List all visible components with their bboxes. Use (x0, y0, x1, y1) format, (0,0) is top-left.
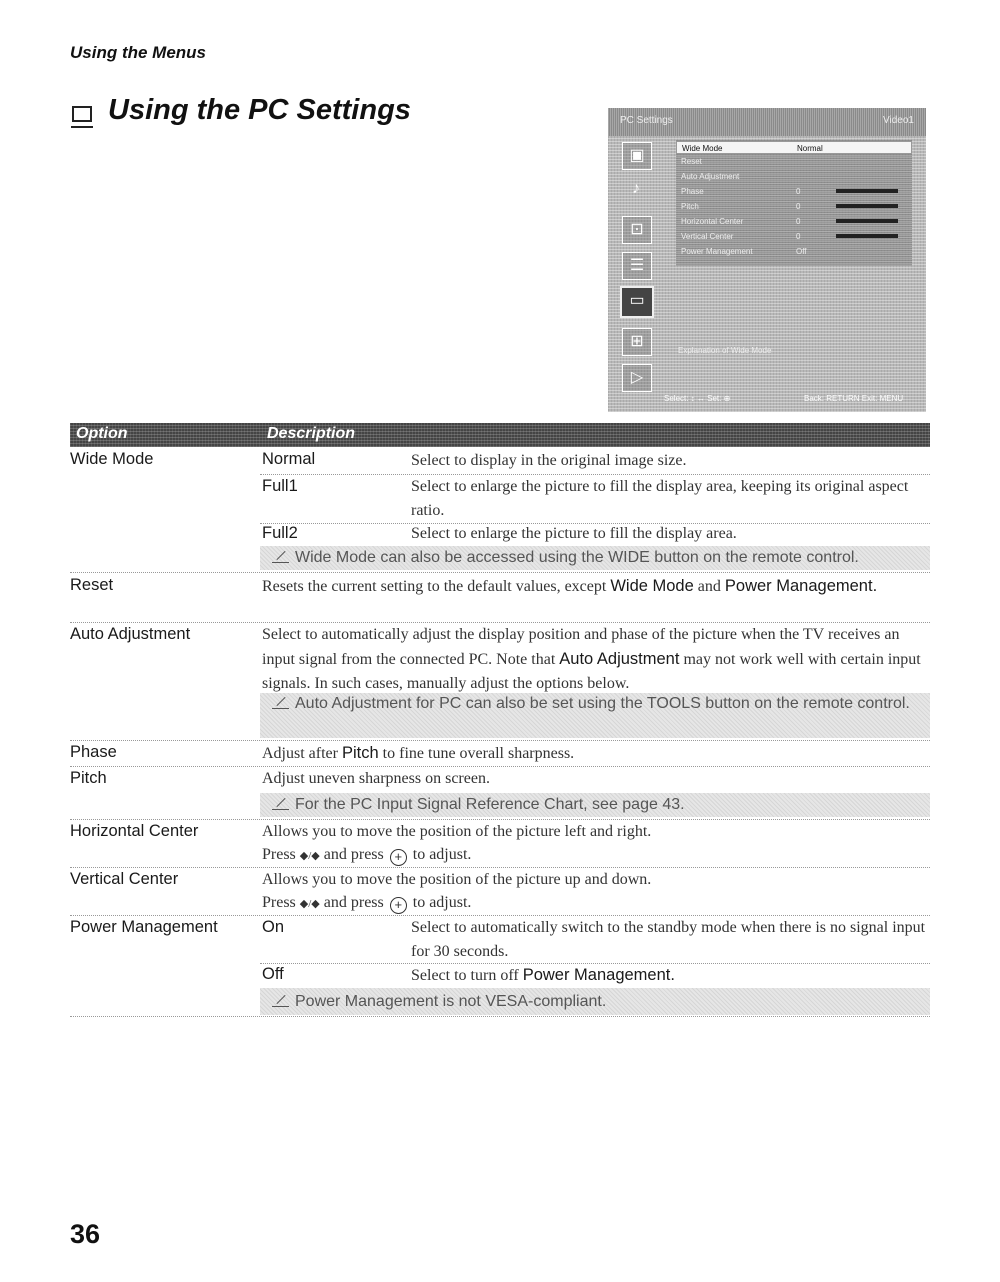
pitch-note (260, 793, 930, 817)
and-press-text: and press (323, 846, 384, 863)
tv-menu-item (676, 185, 912, 198)
wide-mode-full1-label: Full1 (262, 477, 298, 495)
off-desc-period: . (670, 966, 675, 984)
power-management-off-desc (411, 963, 931, 988)
tv-footer-select: Select: ↕ ↔ Set: ⊕ (664, 394, 731, 403)
tv-menu-item (676, 230, 912, 243)
phase-desc (262, 741, 930, 766)
and-press-text: and press (323, 894, 384, 911)
tv-menu-footer (664, 394, 926, 403)
page-number: 36 (70, 1219, 101, 1249)
phase-desc-text: Adjust after (262, 745, 338, 762)
tv-item-value: 0 (796, 187, 801, 196)
to-adjust-text: to adjust. (412, 846, 472, 863)
tv-item-label: Reset (681, 157, 702, 166)
option-phase: Phase (70, 743, 117, 761)
row-divider (70, 572, 930, 573)
tv-item-label: Wide Mode (682, 144, 723, 153)
tv-item-explanation: Explanation of Wide Mode (678, 346, 772, 355)
wide-mode-full2-desc: Select to enlarge the picture to fill the display area. (411, 525, 737, 542)
reset-desc-period: . (872, 577, 878, 595)
table-header (70, 423, 930, 447)
description-column-header: Description (267, 425, 356, 442)
tv-menu-item (676, 200, 912, 213)
note-pencil-icon (272, 695, 289, 709)
note-pencil-icon (272, 993, 289, 1007)
option-reset: Reset (70, 576, 114, 594)
power-management-on-label: On (262, 918, 285, 936)
auto-adjustment-note (260, 693, 930, 738)
parental-category-icon: ⊞ (622, 328, 652, 356)
tv-category-sidebar (616, 138, 660, 408)
pitch-note-text: For the PC Input Signal Reference Chart, see page 43. (295, 796, 685, 813)
off-desc-term: Power Management (522, 966, 671, 984)
vertical-center-level-bar (836, 234, 898, 238)
power-management-off-label: Off (262, 965, 284, 983)
power-management-note-text: Power Management is not VESA-compliant. (295, 993, 607, 1010)
tv-menu-screenshot (608, 108, 926, 412)
auto-adjustment-desc-text-2: may not work well with certain input signals. In such cases, manually adjust the options below. (262, 651, 921, 692)
phase-desc-text-2: to fine tune overall sharpness. (382, 745, 575, 762)
tv-item-value: Off (796, 247, 807, 256)
wide-mode-full2-label: Full2 (262, 524, 298, 542)
phase-level-bar (836, 189, 898, 193)
tv-item-label: Power Management (681, 247, 753, 256)
section-label: Using the Menus (70, 43, 207, 62)
power-management-on-desc: Select to automatically switch to the standby mode when there is no signal input for 30 seconds. (411, 919, 926, 960)
screen-category-icon: ⊡ (622, 216, 652, 244)
option-wide-mode: Wide Mode (70, 450, 154, 468)
channel-category-icon: ☰ (622, 252, 652, 280)
tv-header-input: Video1 (883, 115, 914, 126)
tv-item-value: Normal (797, 144, 823, 153)
setup-category-icon: ▷ (622, 364, 652, 392)
auto-adjustment-note-text: Auto Adjustment for PC can also be set using the TOOLS button on the remote control. (295, 695, 910, 712)
phase-desc-pitch: Pitch (341, 744, 379, 762)
auto-adjustment-desc-term: Auto Adjustment (559, 650, 680, 668)
option-column-header: Option (76, 425, 128, 442)
tv-header-title: PC Settings (620, 115, 673, 126)
vertical-center-desc-line1: Allows you to move the position of the picture up and down. (262, 871, 652, 888)
off-desc-text: Select to turn off (411, 967, 519, 984)
reset-desc-power-management: Power Management (724, 577, 873, 595)
reset-desc (262, 574, 930, 599)
wide-mode-full1-desc: Select to enlarge the picture to fill the display area, keeping its original aspect ratio. (411, 478, 909, 519)
tv-item-label: Vertical Center (681, 232, 734, 241)
note-pencil-icon (272, 796, 289, 810)
pitch-desc: Adjust uneven sharpness on screen. (262, 770, 490, 787)
press-text: Press (262, 894, 296, 911)
vertical-center-desc-line2 (262, 891, 930, 916)
horizontal-center-desc-line2 (262, 843, 930, 868)
tv-item-label: Auto Adjustment (681, 172, 740, 181)
tv-item-label: Horizontal Center (681, 217, 744, 226)
wide-mode-normal-desc: Select to display in the original image size. (411, 452, 687, 469)
reset-desc-wide-mode: Wide Mode (610, 577, 694, 595)
tv-item-label: Pitch (681, 202, 699, 211)
tv-menu-item (676, 170, 912, 183)
option-power-management: Power Management (70, 918, 218, 936)
tv-menu-list (676, 140, 912, 266)
tv-item-value: 0 (796, 232, 801, 241)
wide-mode-note (260, 546, 930, 570)
tv-footer-back: Back: RETURN Exit: MENU (804, 394, 904, 403)
tv-item-value: 0 (796, 217, 801, 226)
tv-item-label: Phase (681, 187, 704, 196)
enter-button-icon: + (390, 849, 407, 866)
pc-settings-category-icon: ▭ (620, 286, 654, 318)
tv-menu-item (676, 155, 912, 168)
tv-menu-item (676, 215, 912, 228)
tv-menu-item (676, 141, 912, 154)
option-pitch: Pitch (70, 769, 107, 787)
wide-mode-normal-label: Normal (262, 450, 316, 468)
table-bottom-rule (70, 1016, 930, 1017)
picture-category-icon: ▣ (622, 142, 652, 170)
tv-menu-item (676, 245, 912, 258)
option-vertical-center: Vertical Center (70, 870, 179, 888)
auto-adjustment-desc-text: Select to automatically adjust the display position and phase of the picture when the TV receives an input signal from the connected PC. Note that (262, 626, 900, 668)
note-pencil-icon (272, 549, 289, 563)
left-right-arrow-icon: ◆/◆ (299, 850, 320, 862)
option-horizontal-center: Horizontal Center (70, 822, 199, 840)
reset-desc-text: Resets the current setting to the default values, except (262, 578, 607, 595)
auto-adjustment-desc (262, 623, 930, 696)
horizontal-center-level-bar (836, 219, 898, 223)
tv-menu-header (608, 108, 926, 136)
reset-desc-and: and (697, 578, 721, 595)
page-title: Using the PC Settings (108, 94, 411, 126)
wide-mode-note-text: Wide Mode can also be accessed using the WIDE button on the remote control. (295, 549, 859, 566)
tv-item-value: 0 (796, 202, 801, 211)
monitor-icon (72, 106, 92, 122)
power-management-note (260, 988, 930, 1015)
up-down-arrow-icon: ◆/◆ (299, 898, 320, 910)
enter-button-icon: + (390, 897, 407, 914)
press-text: Press (262, 846, 296, 863)
to-adjust-text: to adjust. (412, 894, 472, 911)
pitch-level-bar (836, 204, 898, 208)
option-auto-adjustment: Auto Adjustment (70, 625, 191, 643)
horizontal-center-desc-line1: Allows you to move the position of the picture left and right. (262, 823, 652, 840)
sound-category-icon: ♪ (632, 180, 640, 197)
